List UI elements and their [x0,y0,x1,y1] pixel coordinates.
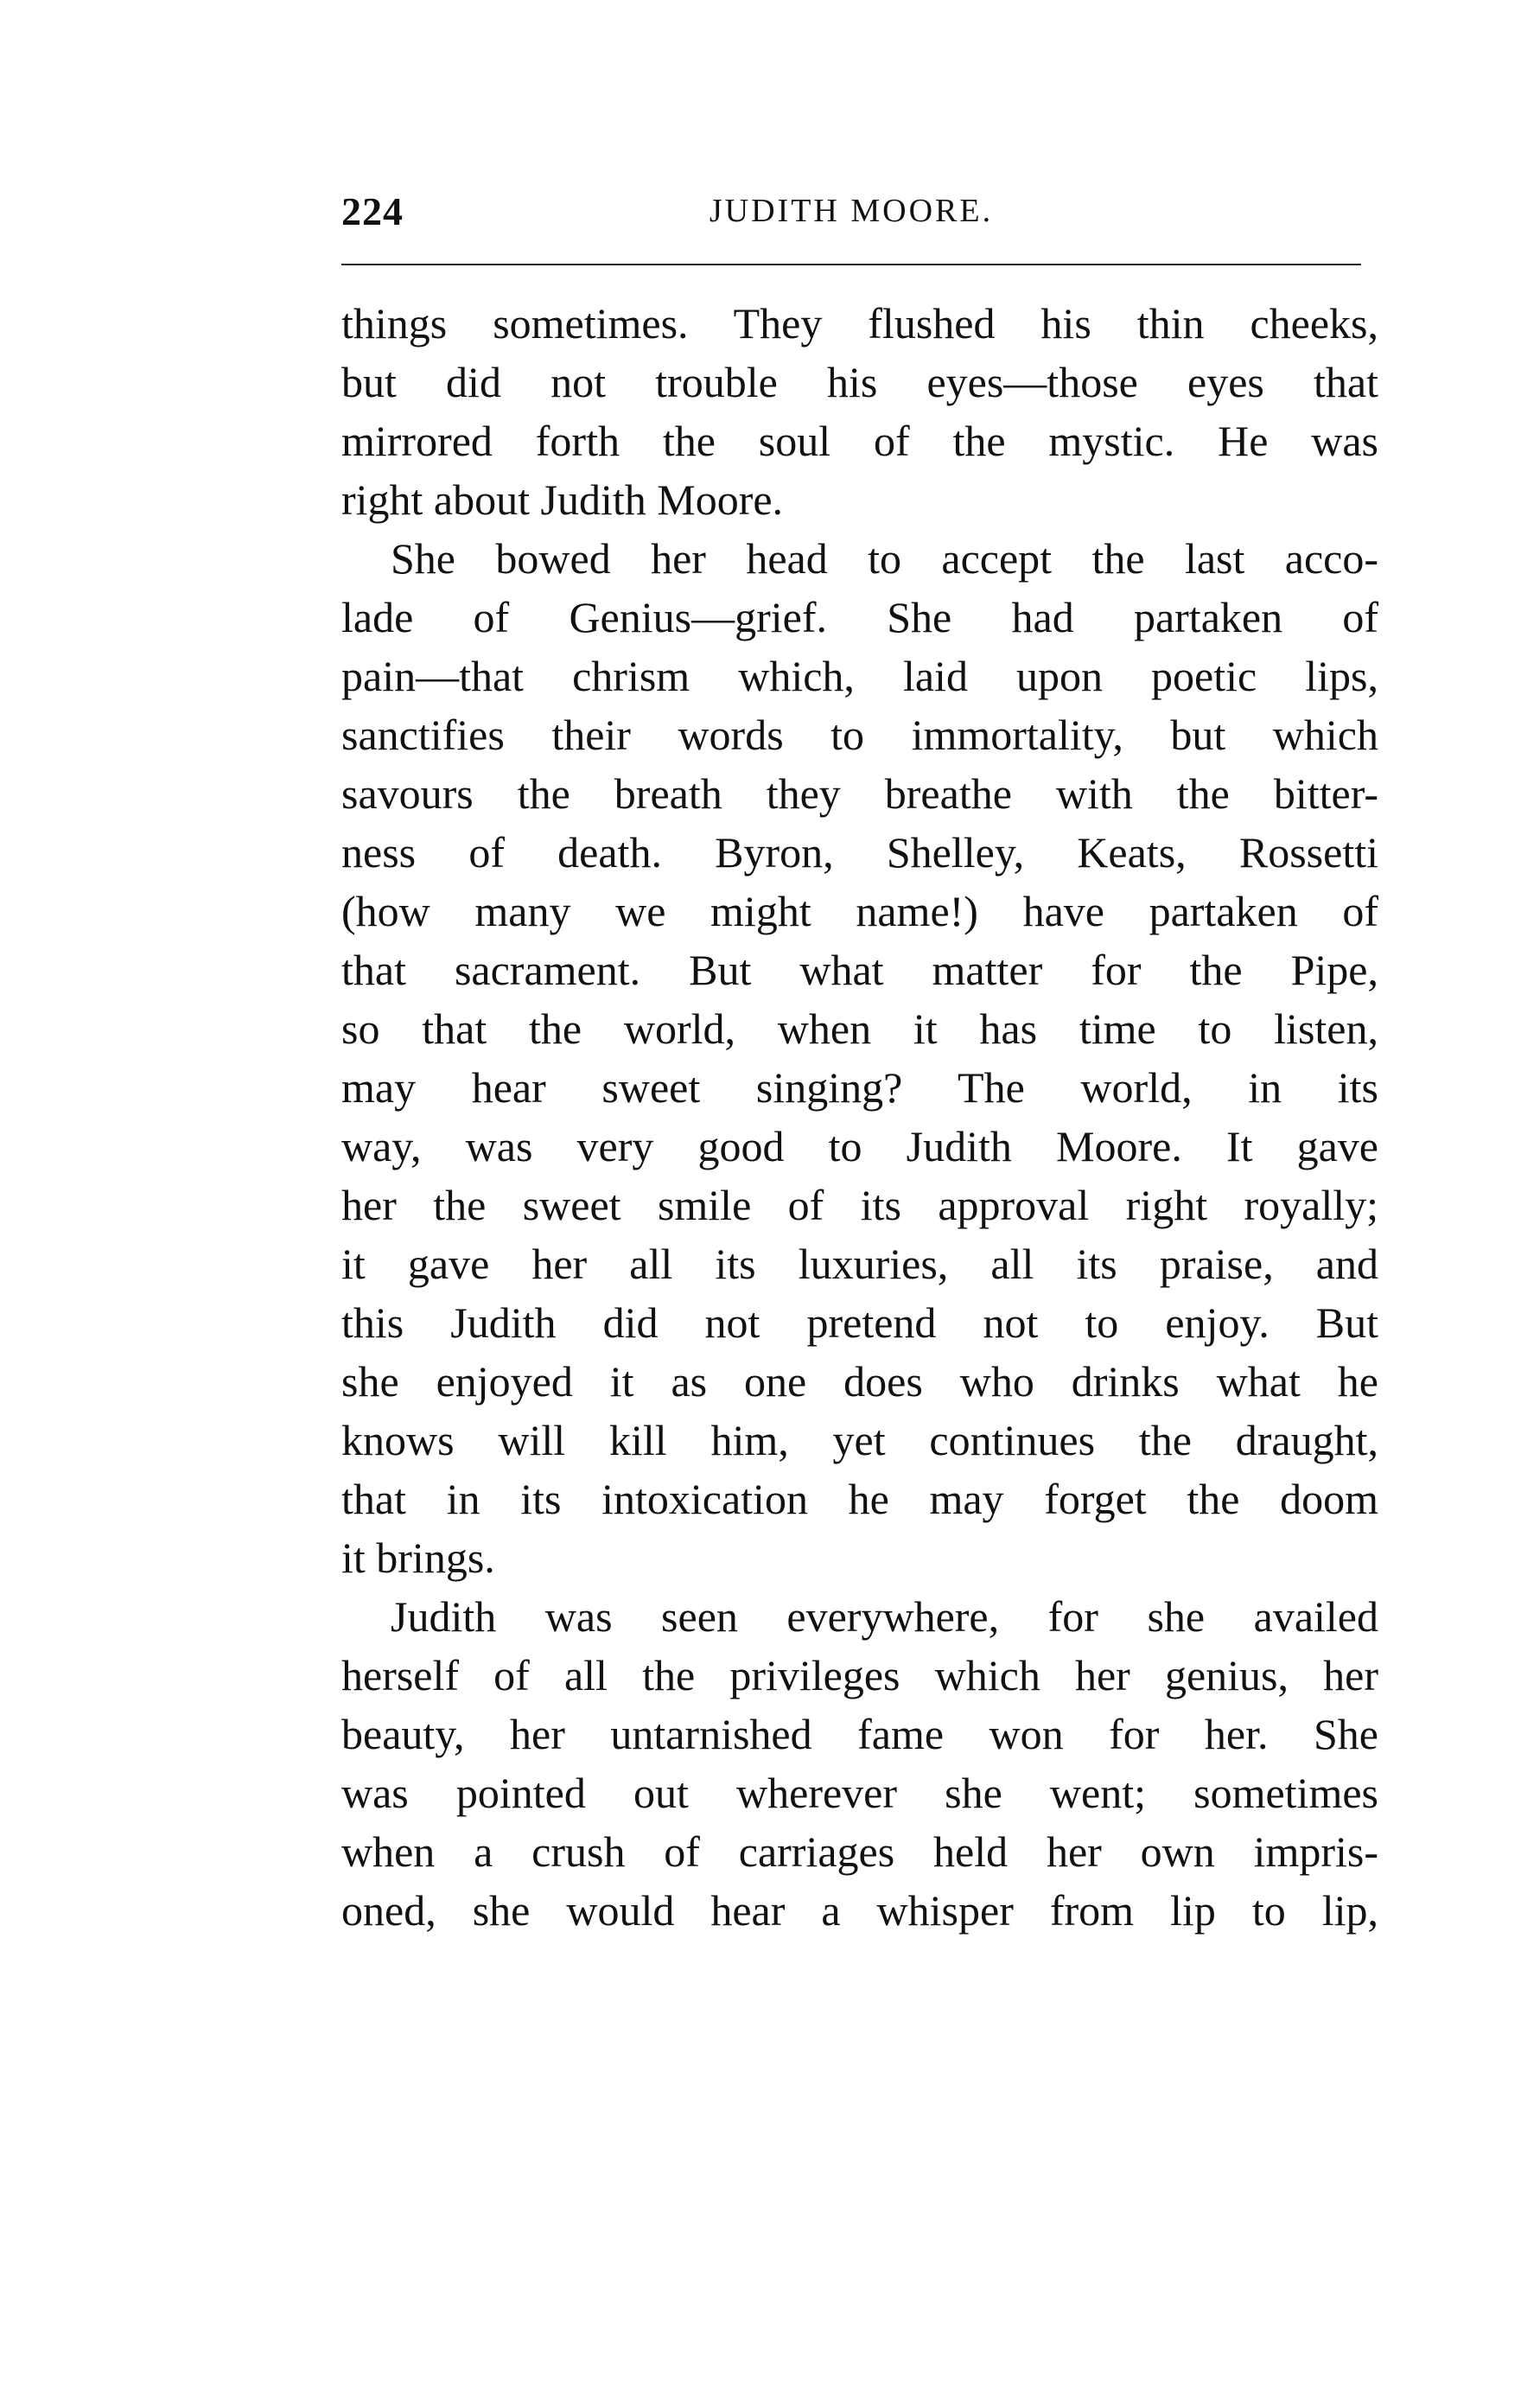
text-line: that sacrament. But what matter for the Pipe, [341,946,1378,994]
text-line: this Judith did not pretend not to enjoy. But [341,1298,1378,1347]
paragraph-1 [341,294,1378,529]
text-line: savours the breath they breathe with the bitter- [341,769,1378,818]
text-line: beauty, her untarnished fame won for her. She [341,1710,1378,1758]
text-line: herself of all the privileges which her genius, her [341,1651,1378,1699]
text-line: mirrored forth the soul of the mystic. He was [341,417,1378,465]
text-line: it gave her all its luxuries, all its praise, and [341,1240,1378,1288]
paragraph-2 [341,529,1378,1587]
text-line: when a crush of carriages held her own impris- [341,1827,1378,1876]
text-line: (how many we might name!) have partaken of [341,887,1378,935]
text-line: but did not trouble his eyes—those eyes that [341,358,1378,406]
text-line: she enjoyed it as one does who drinks what he [341,1357,1378,1406]
running-title: JUDITH MOORE. [709,193,994,229]
text-line: Judith was seen everywhere, for she availed [391,1592,1378,1641]
text-line: it brings. [341,1533,495,1582]
text-line: sanctifies their words to immortality, but which [341,711,1378,759]
body-text [341,294,1378,1940]
text-line: was pointed out wherever she went; sometimes [341,1769,1378,1817]
paragraph-3 [341,1587,1378,1940]
page-number: 224 [341,189,404,233]
text-line: her the sweet smile of its approval right royally; [341,1181,1378,1229]
header-rule [341,264,1361,265]
text-line: right about Judith Moore. [341,475,784,524]
text-line: may hear sweet singing? The world, in its [341,1063,1378,1112]
text-line: things sometimes. They flushed his thin cheeks, [341,299,1378,347]
text-line: so that the world, when it has time to listen, [341,1004,1378,1053]
text-line: way, was very good to Judith Moore. It gave [341,1122,1378,1170]
text-line: lade of Genius—grief. She had partaken of [341,593,1378,641]
text-line: oned, she would hear a whisper from lip to lip, [341,1886,1378,1935]
text-line: knows will kill him, yet continues the draught, [341,1416,1378,1464]
text-line: pain—that chrism which, laid upon poetic lips, [341,652,1378,700]
running-head [341,188,1361,240]
text-line: that in its intoxication he may forget the doom [341,1475,1378,1523]
text-line: She bowed her head to accept the last acco- [391,534,1378,583]
text-line: ness of death. Byron, Shelley, Keats, Rossetti [341,828,1378,877]
